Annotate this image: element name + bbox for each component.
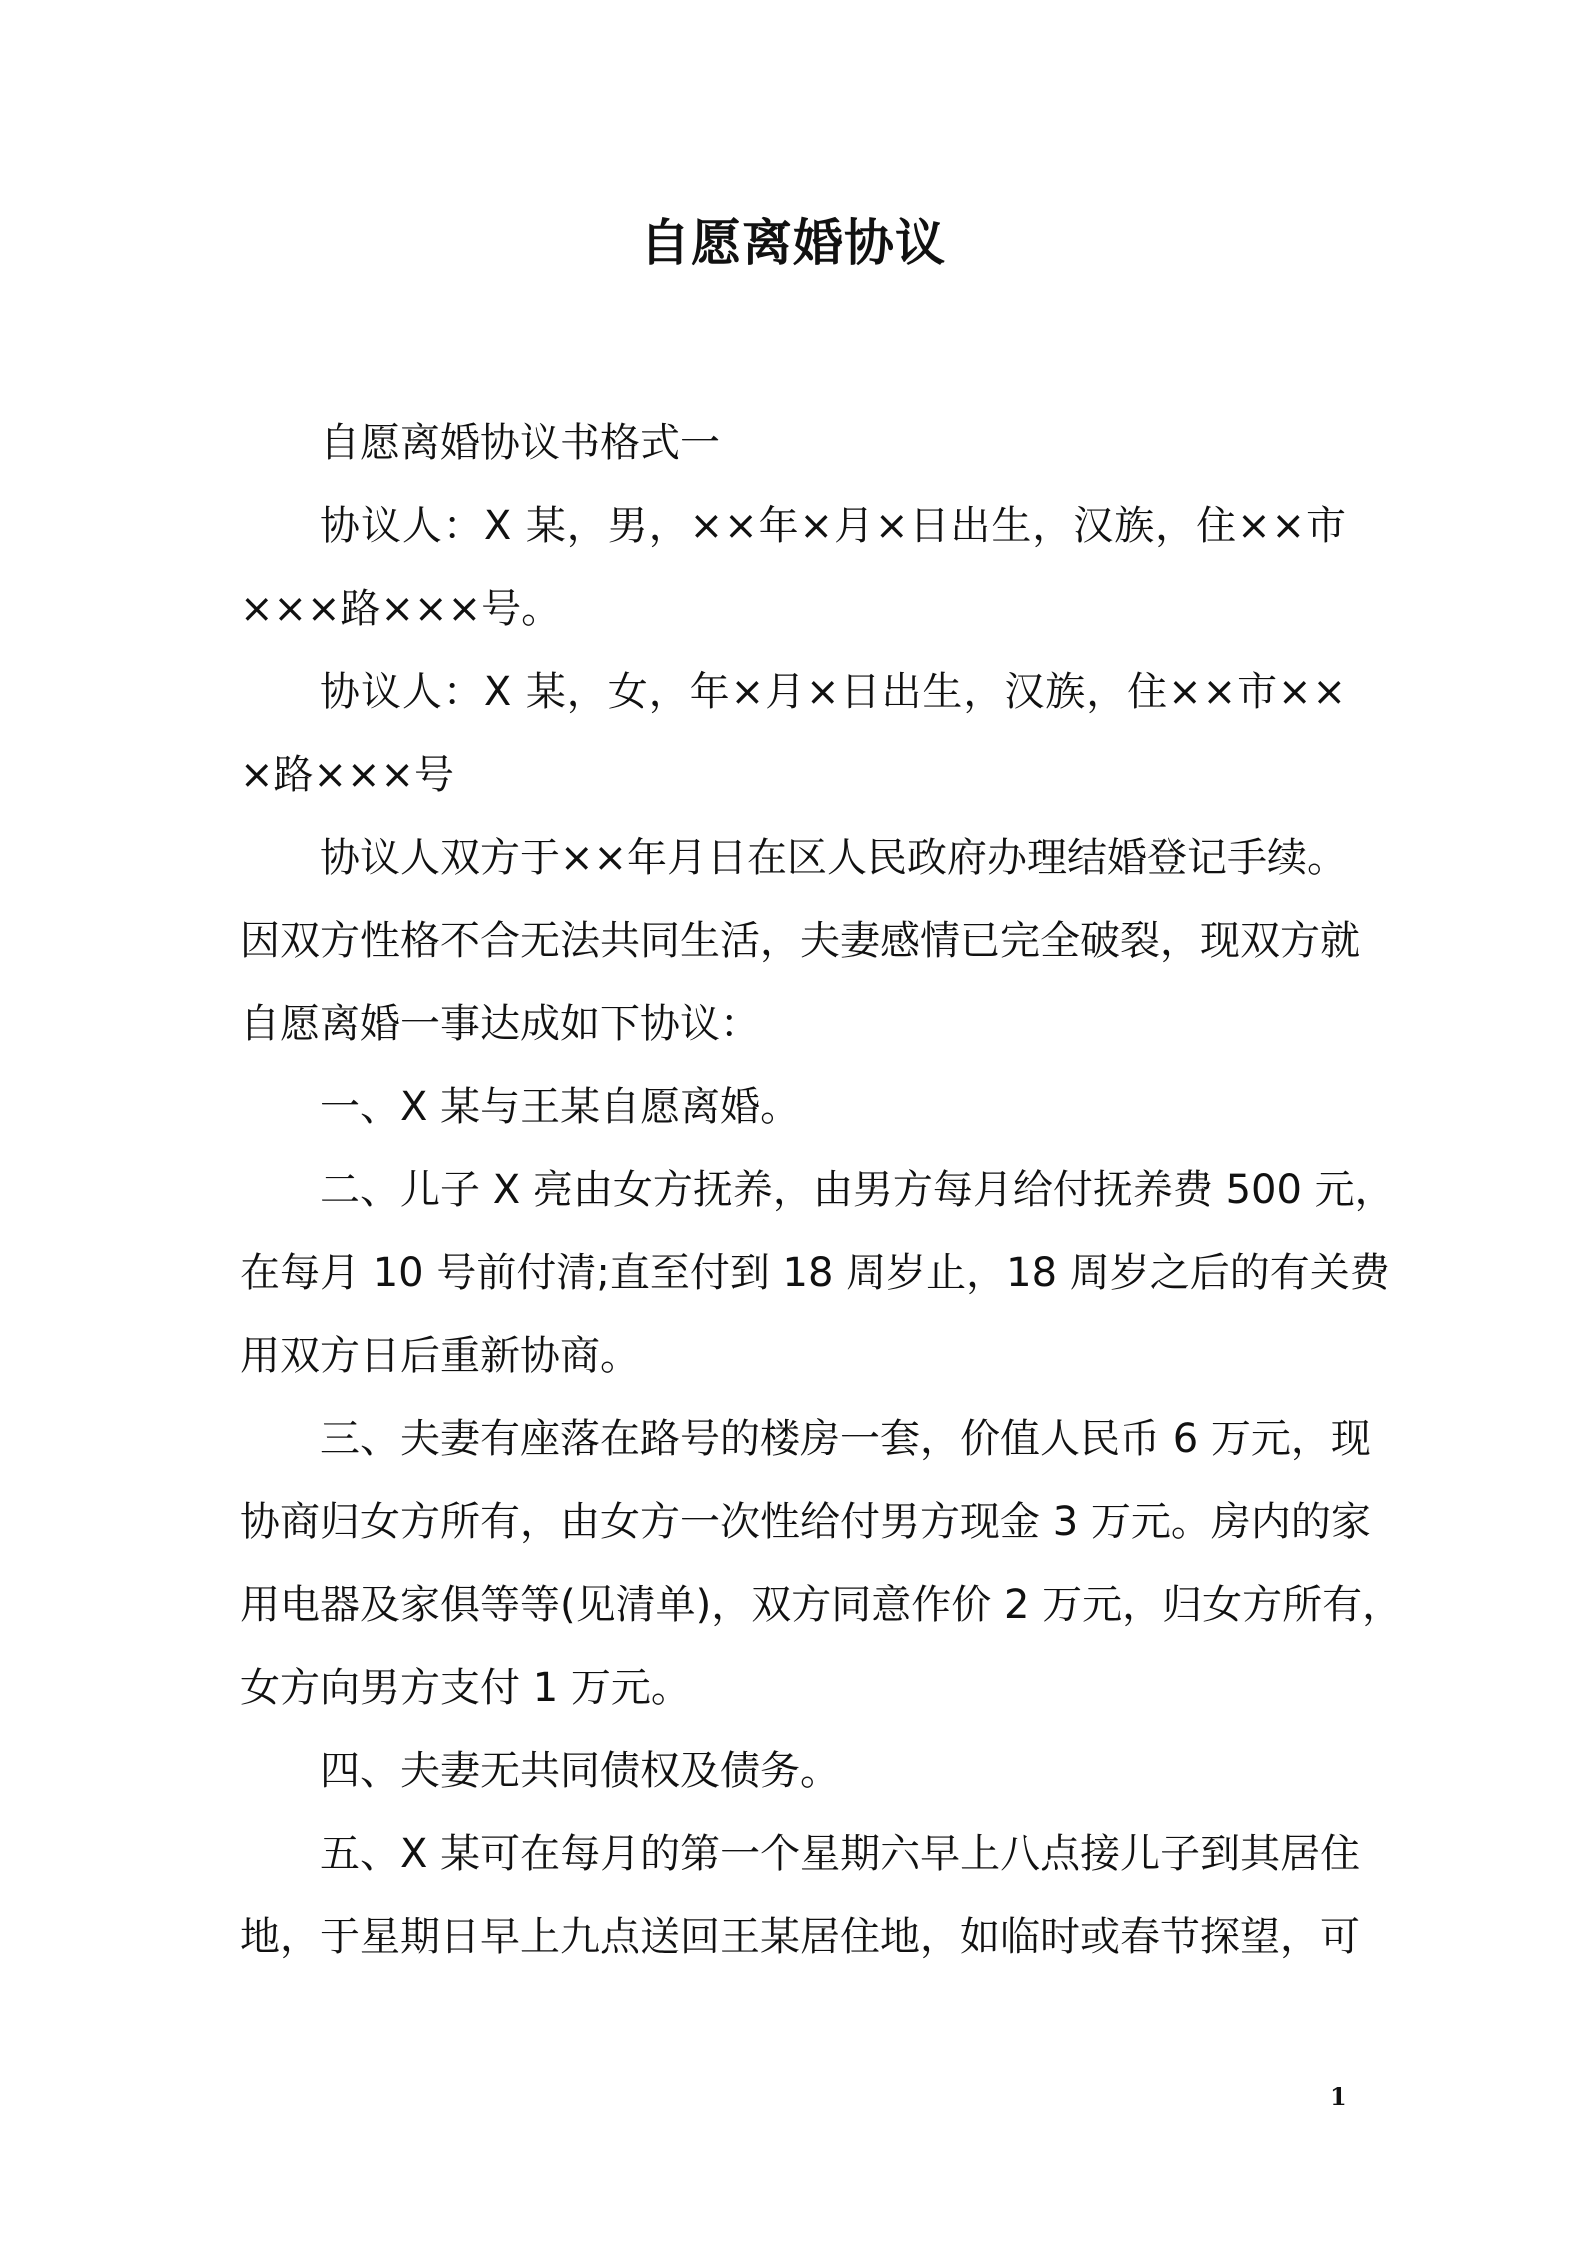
text-line: 协 议 人 ： X 某 ， 男 ， × × 年 × 月 × 日 出 生 ， 汉 族 ， 住 × × 市 bbox=[320, 503, 1346, 549]
text-line: 一、X 某与王某自愿离婚。 bbox=[320, 1084, 801, 1130]
text-line: 四、夫妻无共同债权及债务。 bbox=[320, 1748, 840, 1794]
text-line: 自愿离婚协议书格式一 bbox=[320, 420, 720, 466]
text-line: 自愿离婚一事达成如下协议： bbox=[240, 1001, 760, 1047]
text-line: 因 双 方 性 格 不 合 无 法 共 同 生 活 ， 夫 妻 感 情 已 完 全 破 裂 ， 现 双 方 就 bbox=[240, 918, 1360, 964]
text-line: 女方向男方支付 1 万元。 bbox=[240, 1665, 691, 1711]
document-body bbox=[240, 402, 1403, 1979]
text-line: 三 、 夫 妻 有 座 落 在 路 号 的 楼 房 一 套 ， 价 值 人 民 币 6 万 元 ， 现 bbox=[320, 1416, 1371, 1462]
text-line: 协 商 归 女 方 所 有 ， 由 女 方 一 次 性 给 付 男 方 现 金 3 万 元 。 房 内 的 家 bbox=[240, 1499, 1371, 1545]
text-line: ×××路×××号。 bbox=[240, 586, 562, 632]
document-title: 自愿离婚协议 bbox=[640, 214, 946, 272]
text-line: ×路×××号 bbox=[240, 752, 455, 798]
text-line: 五 、 X 某 可 在 每 月 的 第 一 个 星 期 六 早 上 八 点 接 儿 子 到 其 居 住 bbox=[320, 1831, 1361, 1877]
text-line: 用 电 器 及 家 俱 等 等 ( 见 清 单 ) ， 双 方 同 意 作 价 2 万 元 ， 归 女 方 所 有 ， bbox=[240, 1582, 1403, 1628]
text-line: 协 议 人 ： X 某 ， 女 ， 年 × 月 × 日 出 生 ， 汉 族 ， 住 × × 市 × × bbox=[320, 669, 1346, 715]
text-line: 二 、 儿 子 X 亮 由 女 方 抚 养 ， 由 男 方 每 月 给 付 抚 养 费 5 0 0 元 ， bbox=[320, 1167, 1395, 1213]
text-line: 在 每 月 1 0 号 前 付 清 ; 直 至 付 到 1 8 周 岁 止 ， 1 8 周 岁 之 后 的 有 关 费 bbox=[240, 1250, 1390, 1296]
page-number: 1 bbox=[1330, 2082, 1347, 2111]
text-line: 地 ， 于 星 期 日 早 上 九 点 送 回 王 某 居 住 地 ， 如 临 时 或 春 节 探 望 ， 可 bbox=[240, 1914, 1360, 1960]
text-line: 用双方日后重新协商。 bbox=[240, 1333, 640, 1379]
text-line: 协 议 人 双 方 于 × × 年 月 日 在 区 人 民 政 府 办 理 结 婚 登 记 手 续 。 bbox=[320, 835, 1348, 881]
